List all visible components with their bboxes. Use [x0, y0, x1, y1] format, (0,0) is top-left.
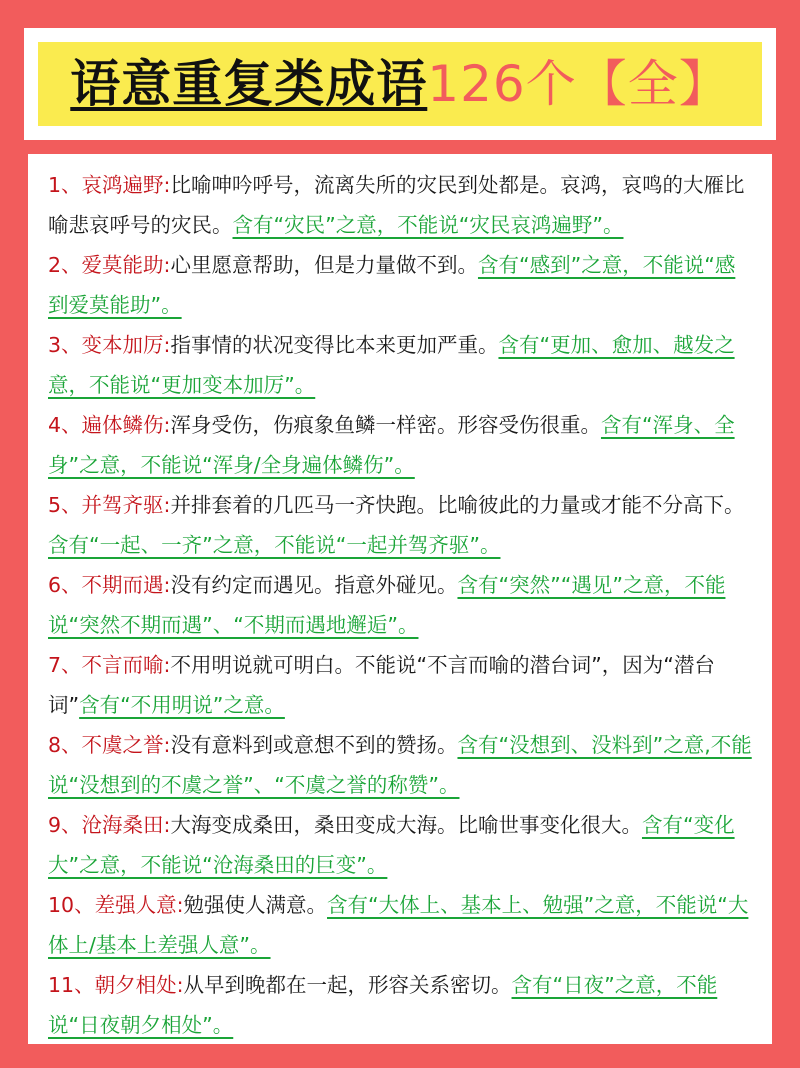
usage-note: 含有“没想到、没料到”之意,不能说“没想到的不虞之誉”、“不虞之誉的称赞”。: [48, 733, 752, 797]
item-number: 8、: [48, 733, 82, 757]
idiom-term: 差强人意:: [94, 893, 184, 917]
list-item: [48, 806, 752, 885]
item-number: 5、: [48, 493, 82, 517]
item-number: 3、: [48, 333, 82, 357]
list-item: [48, 166, 752, 245]
title-count: 126个: [427, 55, 577, 113]
list-item: [48, 566, 752, 645]
title-main: 语意重复类成语: [70, 55, 428, 113]
usage-note: 含有“日夜”之意，不能说“日夜朝夕相处”。: [48, 973, 718, 1037]
item-number: 6、: [48, 573, 82, 597]
idiom-term: 朝夕相处:: [94, 973, 184, 997]
title-all: 【全】: [576, 55, 730, 113]
list-item: [48, 966, 752, 1045]
usage-note: 含有“更加、愈加、越发之意，不能说“更加变本加厉”。: [48, 333, 735, 397]
idiom-definition: 大海变成桑田，桑田变成大海。比喻世事变化很大。: [170, 813, 642, 837]
title-frame: [24, 28, 776, 140]
item-number: 11、: [48, 973, 95, 997]
idiom-term: 不期而遇:: [81, 573, 171, 597]
idiom-definition: 并排套着的几匹马一齐快跑。比喻彼此的力量或才能不分高下。: [170, 493, 745, 517]
idiom-term: 爱莫能助:: [81, 253, 171, 277]
idiom-list: [28, 154, 772, 1044]
idiom-term: 并驾齐驱:: [81, 493, 171, 517]
list-item: [48, 486, 752, 565]
idiom-term: 变本加厉:: [81, 333, 171, 357]
list-item: [48, 886, 752, 965]
list-item: [48, 726, 752, 805]
idiom-term: 沧海桑田:: [81, 813, 171, 837]
item-number: 1、: [48, 173, 82, 197]
usage-note: 含有“感到”之意，不能说“感到爱莫能助”。: [48, 253, 736, 317]
idiom-definition: 浑身受伤，伤痕象鱼鳞一样密。形容受伤很重。: [170, 413, 601, 437]
usage-note: 含有“不用明说”之意。: [79, 692, 285, 717]
item-number: 7、: [48, 653, 82, 677]
item-number: 10、: [48, 893, 95, 917]
list-item: [48, 326, 752, 405]
page-title: [70, 55, 730, 113]
usage-note: 含有“大体上、基本上、勉强”之意，不能说“大体上/基本上差强人意”。: [48, 893, 749, 957]
usage-note: 含有“突然”“遇见”之意，不能说“突然不期而遇”、“不期而遇地邂逅”。: [48, 573, 726, 637]
usage-note: 含有“浑身、全身”之意，不能说“浑身/全身遍体鳞伤”。: [48, 413, 735, 477]
title-banner: [38, 42, 762, 126]
usage-note: 含有“灾民”之意，不能说“灾民哀鸿遍野”。: [232, 212, 624, 237]
idiom-definition: 心里愿意帮助，但是力量做不到。: [170, 253, 478, 277]
idiom-definition: 没有意料到或意想不到的赞扬。: [170, 733, 458, 757]
usage-note: 含有“变化大”之意，不能说“沧海桑田的巨变”。: [48, 813, 735, 877]
idiom-definition: 从早到晚都在一起，形容关系密切。: [183, 973, 512, 997]
item-number: 9、: [48, 813, 82, 837]
idiom-definition: 不用明说就可明白。不能说“不言而喻的潜台词”，因为“潜台词”: [48, 653, 715, 717]
idiom-term: 不言而喻:: [81, 653, 171, 677]
list-item: [48, 646, 752, 725]
idiom-term: 遍体鳞伤:: [81, 413, 171, 437]
usage-note: 含有“一起、一齐”之意，不能说“一起并驾齐驱”。: [48, 532, 501, 557]
list-item: [48, 406, 752, 485]
idiom-definition: 指事情的状况变得比本来更加严重。: [170, 333, 499, 357]
idiom-definition: 勉强使人满意。: [183, 893, 328, 917]
idiom-term: 不虞之誉:: [81, 733, 171, 757]
item-number: 4、: [48, 413, 82, 437]
list-item: [48, 246, 752, 325]
idiom-definition: 没有约定而遇见。指意外碰见。: [170, 573, 458, 597]
idiom-definition: 比喻呻吟呼号，流离失所的灾民到处都是。哀鸿，哀鸣的大雁比喻悲哀呼号的灾民。: [48, 173, 745, 237]
item-number: 2、: [48, 253, 82, 277]
idiom-term: 哀鸿遍野:: [81, 173, 171, 197]
